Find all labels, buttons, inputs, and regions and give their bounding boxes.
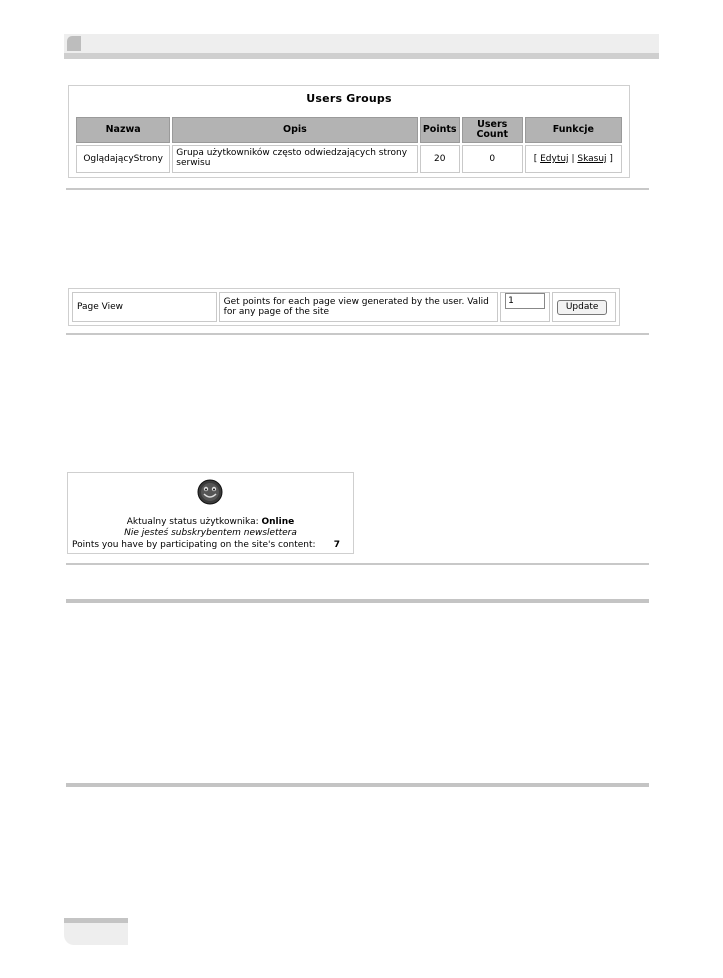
table-row [76,145,622,173]
page-view-description-cell: Get points for each page view generated by the user. Valid for any page of the site [219,292,498,322]
table-row [72,292,616,322]
page-view-table [70,290,618,324]
update-button[interactable]: Update [557,300,607,315]
status-label: Aktualny status użytkownika: [126,517,259,527]
smiley-icon [197,479,223,505]
group-functions-cell [525,145,622,173]
section-divider [66,333,649,335]
top-header-bar [64,34,659,53]
points-line [72,540,350,551]
user-status-line [68,517,353,528]
status-value: Online [261,517,295,527]
column-header-functions: Funkcje [525,117,622,143]
group-users-count-cell: 0 [462,145,523,173]
user-status-panel [67,472,354,554]
column-header-users-count: Users Count [462,117,523,143]
page-view-panel [68,288,620,326]
section-divider [66,188,649,190]
users-groups-table [74,115,624,175]
edit-group-link[interactable]: Edytuj [540,154,569,164]
page-number-tab-border [64,918,128,923]
functions-separator: | [571,154,575,164]
table-header-row [76,117,622,143]
column-header-points: Points [420,117,460,143]
page-view-button-cell [552,292,616,322]
section-divider-thick [66,599,649,603]
points-label: Points you have by participating on the site's content: [72,540,316,550]
header-divider [64,53,659,59]
column-header-name: Nazwa [76,117,170,143]
section-divider-thick [66,783,649,787]
bracket-open: [ [533,154,538,164]
page-view-name-cell: Page View [72,292,217,322]
group-description-cell: Grupa użytkowników często odwiedzających strony serwisu [172,145,417,173]
bracket-close: ] [609,154,613,164]
newsletter-status: Nie jesteś subskrybentem newslettera [124,528,297,538]
points-value: 7 [333,540,340,550]
header-tab-marker [67,36,81,51]
section-divider [66,563,649,565]
column-header-description: Opis [172,117,417,143]
page-view-input-cell [500,292,550,322]
group-points-cell: 20 [420,145,460,173]
users-groups-panel [68,85,630,178]
delete-group-link[interactable]: Skasuj [577,154,607,164]
page-view-points-input[interactable] [505,293,545,309]
group-name-cell: OglądającyStrony [76,145,170,173]
users-groups-title: Users Groups [306,92,392,105]
